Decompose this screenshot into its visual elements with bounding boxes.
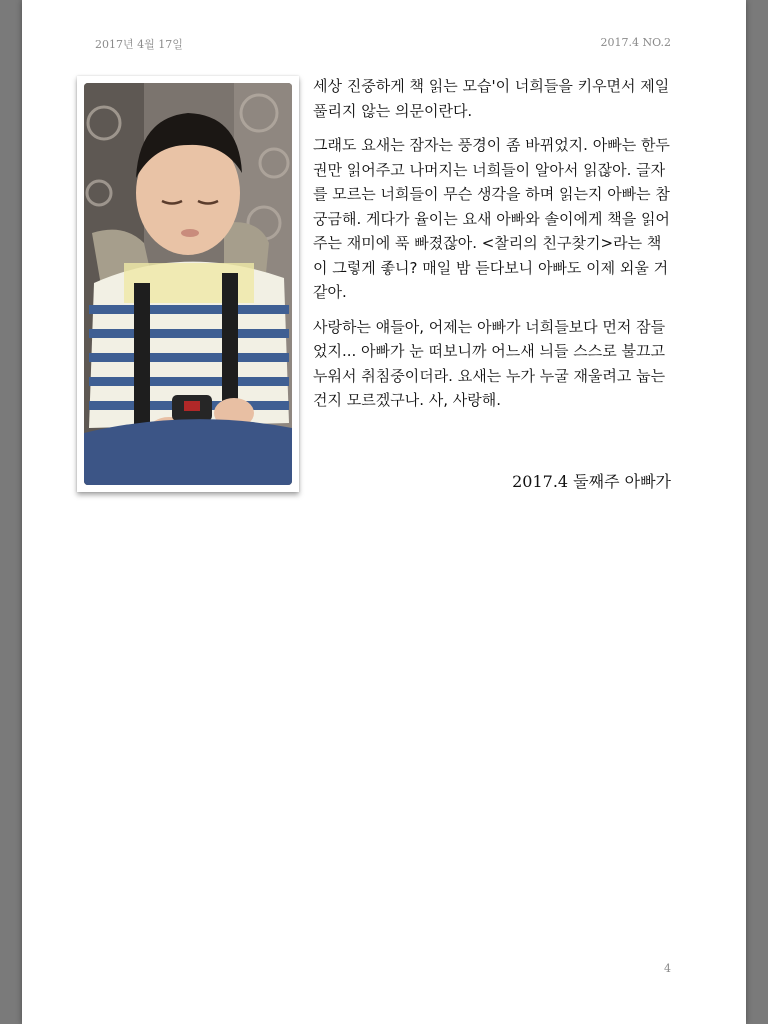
photo-frame bbox=[77, 76, 299, 492]
paragraph-2: 그래도 요새는 잠자는 풍경이 좀 바뀌었지. 아빠는 한두 권만 읽어주고 나머지는 너희들이 알아서 읽잖아. 글자를 모르는 너희들이 무슨 생각을 하며 읽는지 아빠는 참 궁금해. 게다가 율이는 요새 아빠와 솔이에게 책을 읽어주는 재미에 푹 빠졌잖아. <찰리의 친구찾기>라는 책이 그렇게 좋니? 매일 밤 듣다보니 아빠도 이제 외울 거 같아. bbox=[313, 136, 670, 301]
page-number: 4 bbox=[664, 962, 671, 975]
document-page bbox=[22, 0, 746, 1024]
paragraph-1: 세상 진중하게 책 읽는 모습'이 너희들을 키우면서 제일 풀리지 않는 의문이란다. bbox=[313, 77, 670, 120]
header-date: 2017년 4월 17일 bbox=[95, 38, 183, 51]
child-photo-illustration bbox=[84, 83, 292, 485]
header-issue: 2017.4 NO.2 bbox=[600, 36, 671, 49]
paragraph-3: 사랑하는 얘들아, 어제는 아빠가 너희들보다 먼저 잠들었지... 아빠가 눈 떠보니까 어느새 늬들 스스로 불끄고 누워서 취침중이더라. 요새는 누가 누굴 재울려고 눕는 건지 모르겠구나. 사, 사랑해. bbox=[313, 317, 666, 409]
child-photo bbox=[84, 83, 292, 485]
letter-body bbox=[313, 74, 675, 423]
signature: 2017.4 둘째주 아빠가 bbox=[512, 472, 671, 491]
